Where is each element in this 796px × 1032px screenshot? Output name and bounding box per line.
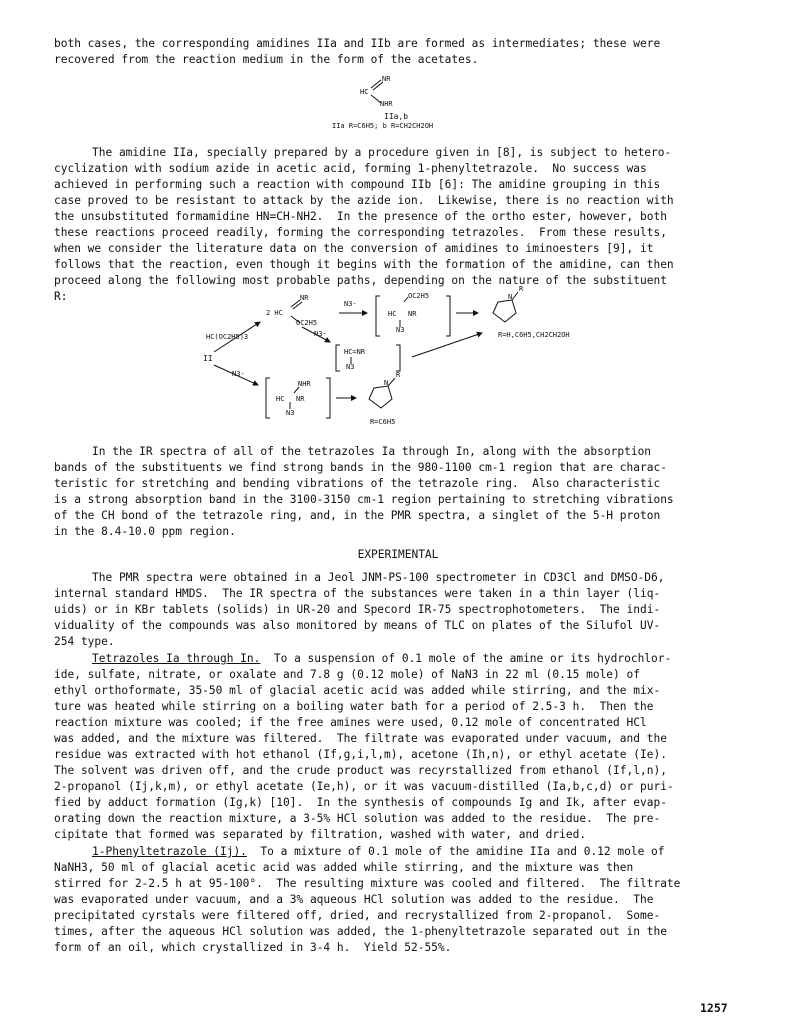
body-line: In the IR spectra of all of the tetrazoles Ia through In, along with the absorption	[92, 445, 652, 458]
body-line: The PMR spectra were obtained in a Jeol JNM-PS-100 spectrometer in CD3Cl and DMSO-D6,	[92, 571, 665, 584]
body-line: cyclization with sodium azide in acetic acid, forming 1-phenyltetrazole. No success was	[54, 162, 647, 175]
body-line: 2-propanol (Ij,k,m), or ethyl acetate (Ie,h), or it was vacuum-distilled (Ia,b,c,d) or puri-	[54, 780, 674, 793]
body-line: The solvent was driven off, and the crude product was recyrstallized from ethanol (If,l,n),	[54, 764, 667, 777]
body-line: follows that the reaction, even though it begins with the formation of the amidine, can then	[54, 258, 674, 271]
bracket3-nhr: NHR	[298, 380, 311, 388]
body-line: NaNH3, 50 ml of glacial acetic acid was added while stirring, and the mixture was then	[54, 861, 634, 874]
body-line: ide, sulfate, nitrate, or oxalate and 7.8 g (0.12 mole) of NaN3 in 22 ml (0.15 mole) of	[54, 668, 640, 681]
body-line: ture was heated while stirring on a boiling water bath for a period of 2.5-3 h. Then the	[54, 700, 654, 713]
body-line: residue was extracted with hot ethanol (If,g,i,l,m), acetone (Ih,n), or ethyl acetate (Ie).	[54, 748, 667, 761]
body-line: proceed along the following most probable paths, depending on the nature of the substituent	[54, 274, 667, 287]
body-line: cipitate that formed was separated by filtration, washed with water, and dried.	[54, 828, 587, 841]
tetrazole-bottom-n: N	[384, 379, 389, 387]
page-number: 1257	[700, 1001, 728, 1015]
body-line: the unsubstituted formamidine HN=CH-NH2. In the presence of the ortho ester, however, both	[54, 210, 667, 223]
section-heading: EXPERIMENTAL	[357, 548, 439, 561]
body-line: precipitated cyrstals were filtered off, dried, and recrystallized from 2-propanol. Some-	[54, 909, 661, 922]
struct-hc: HC	[360, 88, 369, 96]
body-line: R:	[54, 290, 68, 303]
intro-line: recovered from the reaction medium in the form of the acetates.	[54, 53, 479, 66]
bracket1-nr: NR	[408, 310, 417, 318]
bracket1-oc2h5: OC2H5	[408, 292, 430, 300]
body-text: To a mixture of 0.1 mole of the amidine IIa and 0.12 mole of	[246, 845, 665, 858]
body-line: is a strong absorption band in the 3100-3150 cm-1 region pertaining to stretching vibrations	[54, 493, 674, 506]
bracket2-hc-nr: HC=NR	[344, 348, 366, 356]
body-line	[92, 651, 671, 667]
scheme-n3-mid: N3-	[314, 330, 327, 338]
subsection-title: 1-Phenyltetrazole (Ij).	[92, 845, 247, 858]
body-line: achieved in performing such a reaction with compound IIb [6]: The amidine grouping in this	[54, 178, 661, 191]
body-line: form of an oil, which crystallized in 3-4 h. Yield 52-55%.	[54, 941, 452, 954]
body-line: times, after the aqueous HCl solution was added, the 1-phenyltetrazole separated out in the	[54, 925, 667, 938]
body-line: ethyl orthoformate, 35-50 ml of glacial acetic acid was added while stirring, and the mix-	[54, 684, 661, 697]
body-line: orating down the reaction mixture, a 3-5% HCl solution was added to the residue. The pre-	[54, 812, 661, 825]
body-line: stirred for 2-2.5 h at 95-100°. The resulting mixture was cooled and filtered. The filtrate	[54, 877, 681, 890]
scheme-n3-top: N3-	[344, 300, 357, 308]
body-text: To a suspension of 0.1 mole of the amine or its hydrochlor-	[260, 652, 672, 665]
bracket1-n3: N3	[396, 326, 405, 334]
tetrazole-top-substituents: R=H,C6H5,CH2CH2OH	[498, 331, 570, 339]
body-line: fied by adduct formation (Ig,k) [10]. In the synthesis of compounds Ig and Ik, after evap-	[54, 796, 667, 809]
scheme-n3-low: N3-	[232, 370, 245, 378]
body-line: was evaporated under vacuum, and a 3% aqueous HCl solution was added to the residue. The	[54, 893, 654, 906]
bracket1-hc: HC	[388, 310, 397, 318]
tetrazole-bottom-substituent: R=C6H5	[370, 418, 396, 426]
struct-nhr: NHR	[380, 100, 393, 108]
scheme-oc2h5: OC2H5	[296, 319, 318, 327]
body-line: of the CH bond of the tetrazole ring, and, in the PMR spectra, a singlet of the 5-H proton	[54, 509, 661, 522]
scheme-nr: NR	[300, 294, 309, 302]
bracket3-hc: HC	[276, 395, 285, 403]
body-line: when we consider the literature data on the conversion of amidines to iminoesters [9], it	[54, 242, 654, 255]
subsection-title: Tetrazoles Ia through In.	[92, 652, 261, 665]
tetrazole-top-r: R	[519, 285, 524, 293]
scheme-roman-ii: II	[203, 354, 213, 363]
body-line: The amidine IIa, specially prepared by a procedure given in [8], is subject to hetero-	[92, 146, 672, 159]
body-line: reaction mixture was cooled; if the free amines were used, 0.12 mole of concentrated HCl	[54, 716, 647, 729]
body-line: teristic for stretching and bending vibrations of the tetrazole ring. Also characteristic	[54, 477, 661, 490]
struct-label: IIa,b	[384, 112, 409, 121]
tetrazole-bottom-r: R	[396, 371, 401, 379]
bracket3-nr: NR	[296, 395, 305, 403]
body-line: was added, and the mixture was filtered. The filtrate was evaporated under vacuum, and the	[54, 732, 667, 745]
body-line: uids) or in KBr tablets (solids) in UR-20 and Specord IR-75 spectrophotometers. The indi-	[54, 603, 661, 616]
scheme-reagent: HC(OC2H5)3	[206, 333, 249, 341]
intro-line: both cases, the corresponding amidines IIa and IIb are formed as intermediates; these were	[54, 37, 661, 50]
bracket3-n3: N3	[286, 409, 295, 417]
scheme-two-hc: 2 HC	[266, 309, 283, 317]
body-line: bands of the substituents we find strong bands in the 980-1100 cm-1 region that are charac-	[54, 461, 667, 474]
bracket2-n3: N3	[346, 363, 355, 371]
tetrazole-top-n: N	[508, 293, 513, 301]
body-line	[92, 844, 665, 860]
struct-nr: NR	[382, 75, 391, 83]
body-line: viduality of the compounds was also monitored by means of TLC on plates of the Silufol UV-	[54, 619, 661, 632]
body-line: 254 type.	[54, 635, 115, 648]
struct-substituents: IIa R=C6H5; b R=CH2CH2OH	[332, 122, 434, 130]
body-line: case proved to be resistant to attack by the azide ion. Likewise, there is no reaction with	[54, 194, 674, 207]
body-line: internal standard HMDS. The IR spectra of the substances were taken in a thin layer (liq-	[54, 587, 661, 600]
body-line: these reactions proceed readily, forming the corresponding tetrazoles. From these results,	[54, 226, 667, 239]
body-line: in the 8.4-10.0 ppm region.	[54, 525, 236, 538]
